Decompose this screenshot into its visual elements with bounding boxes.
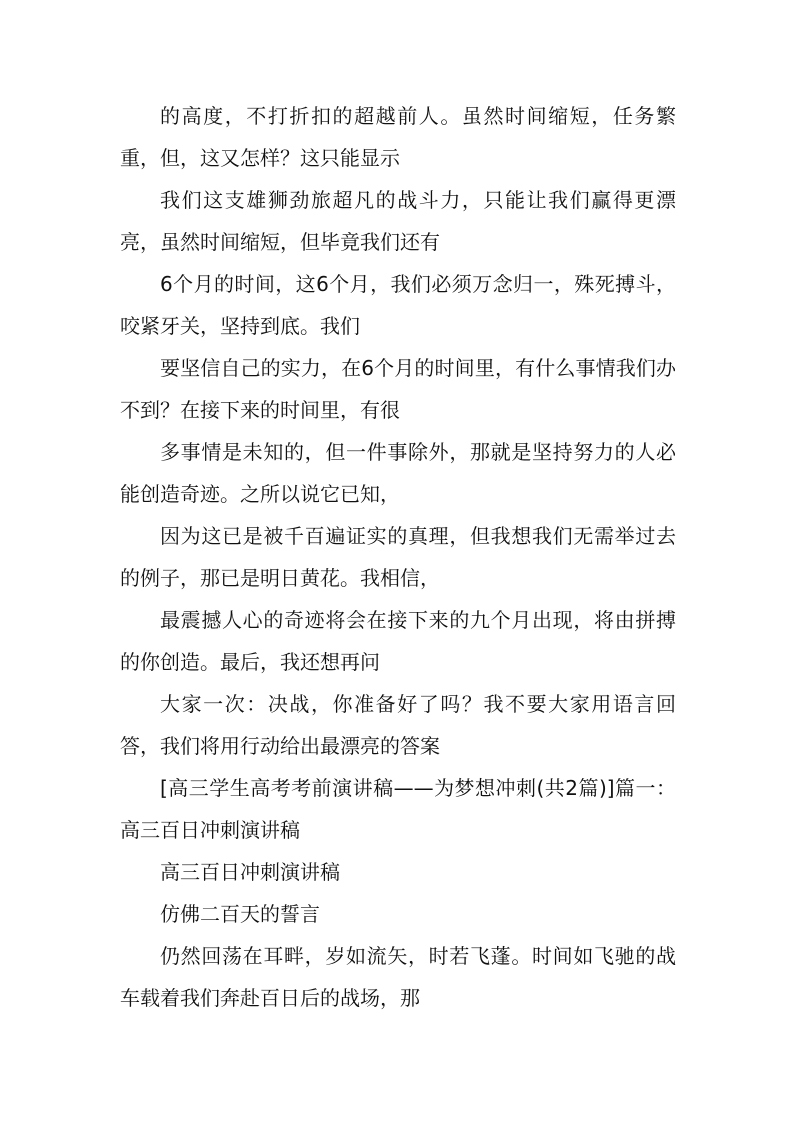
paragraph-9: [高三学生高考考前演讲稿——为梦想冲刺(共2篇)]篇一：高三百日冲刺演讲稿 — [120, 776, 676, 842]
paragraph-10: 高三百日冲刺演讲稿 — [160, 860, 340, 884]
document-body — [120, 95, 676, 1019]
paragraph-7: 最震撼人心的奇迹将会在接下来的九个月出现，将由拼搏的你创造。最后，我还想再问 — [120, 608, 676, 674]
paragraph-4: 要坚信自己的实力，在6个月的时间里，有什么事情我们办不到？在接下来的时间里，有很 — [120, 356, 676, 422]
paragraph-5: 多事情是未知的，但一件事除外，那就是坚持努力的人必能创造奇迹。之所以说它已知， — [120, 440, 676, 506]
paragraph-6: 因为这已是被千百遍证实的真理，但我想我们无需举过去的例子，那已是明日黄花。我相信， — [120, 524, 676, 590]
paragraph-8: 大家一次：决战，你准备好了吗？我不要大家用语言回答，我们将用行动给出最漂亮的答案 — [120, 692, 676, 758]
paragraph-3: 6个月的时间，这6个月，我们必须万念归一，殊死搏斗，咬紧牙关，坚持到底。我们 — [120, 272, 676, 338]
paragraph-1: 的高度，不打折扣的超越前人。虽然时间缩短，任务繁重，但，这又怎样？这只能显示 — [120, 104, 676, 170]
paragraph-2: 我们这支雄狮劲旅超凡的战斗力，只能让我们赢得更漂亮，虽然时间缩短，但毕竟我们还有 — [120, 188, 676, 254]
paragraph-12: 仍然回荡在耳畔，岁如流矢，时若飞蓬。时间如飞驰的战车载着我们奔赴百日后的战场，那 — [120, 944, 676, 1010]
paragraph-11: 仿佛二百天的誓言 — [160, 902, 320, 926]
